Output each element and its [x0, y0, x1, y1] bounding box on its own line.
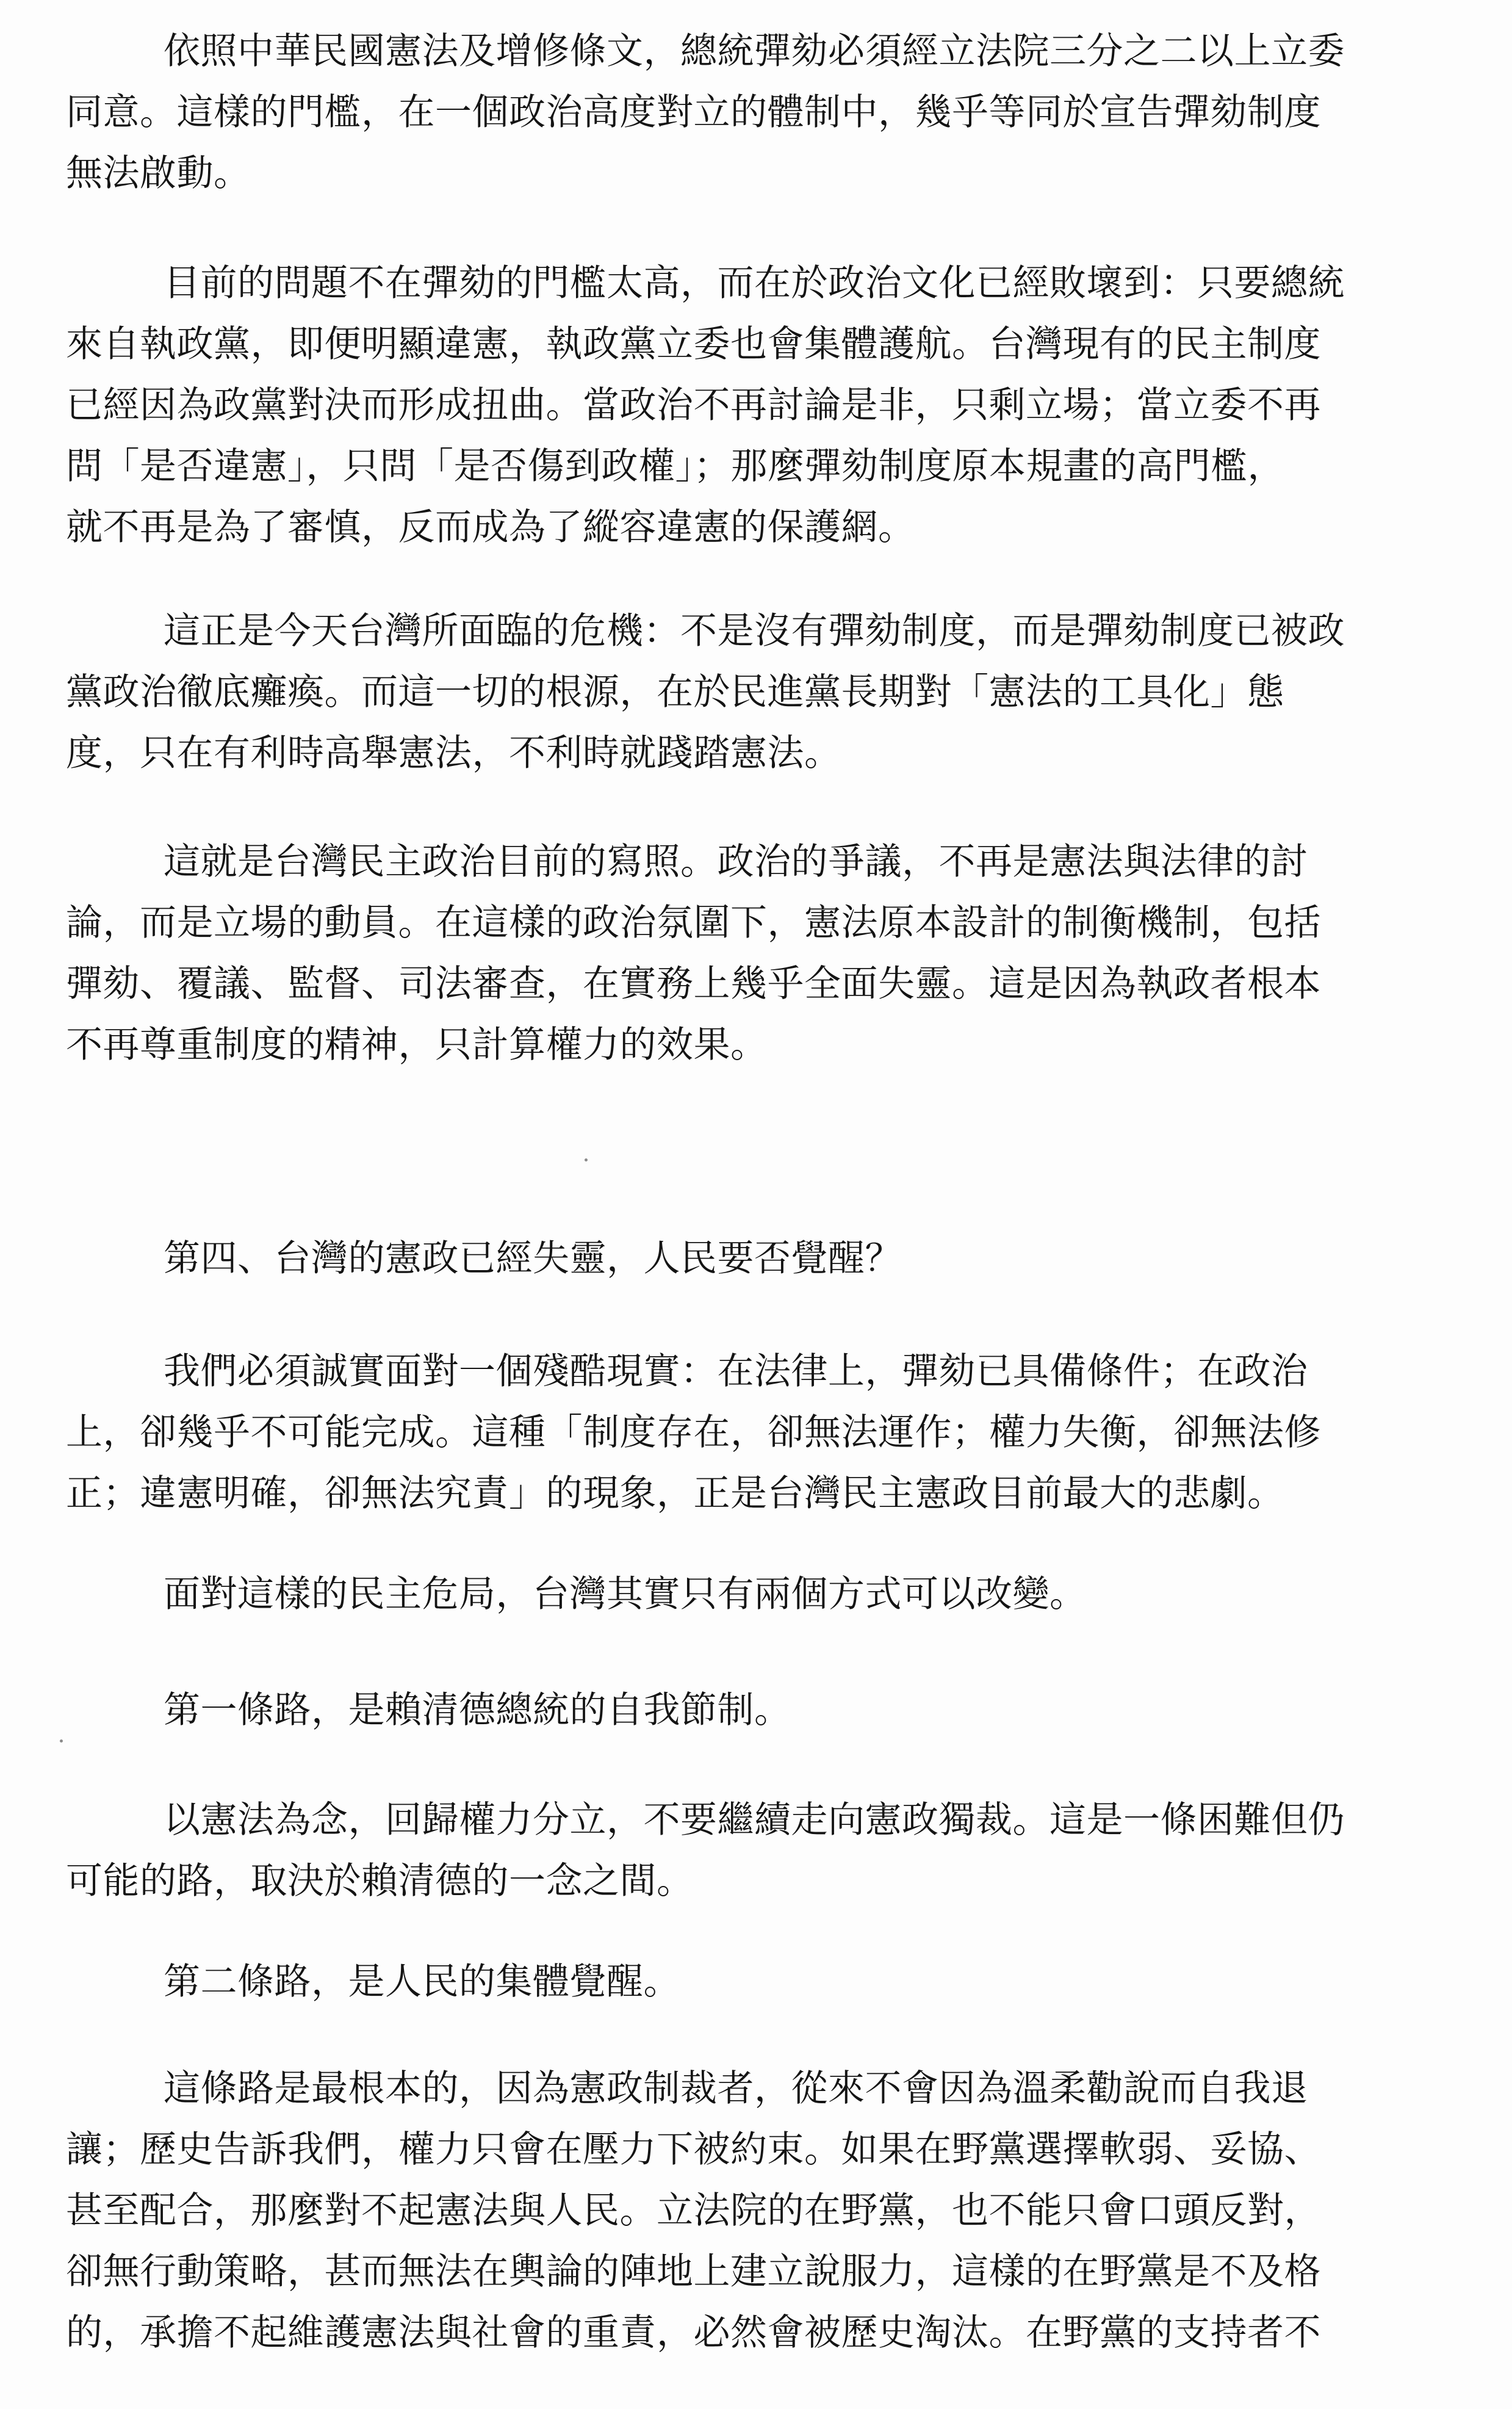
text-line: 不再尊重制度的精神，只計算權力的效果。 [66, 1024, 768, 1066]
paragraph-two-ways [66, 1564, 1451, 1625]
text-line: 面對這樣的民主危局，台灣其實只有兩個方式可以改變。 [164, 1573, 1087, 1616]
text-line: 上，卻幾乎不可能完成。這種「制度存在，卻無法運作；權力失衡，卻無法修 [66, 1411, 1321, 1454]
paragraph-second-path-detail [66, 2058, 1451, 2363]
text-line: 這就是台灣民主政治目前的寫照。政治的爭議，不再是憲法與法律的討 [164, 840, 1308, 883]
text-line: 同意。這樣的門檻，在一個政治高度對立的體制中，幾乎等同於宣告彈劾制度 [66, 91, 1321, 134]
paragraph-constitution-threshold [66, 21, 1451, 204]
text-line: 以憲法為念，回歸權力分立，不要繼續走向憲政獨裁。這是一條困難但仍 [164, 1799, 1345, 1841]
text-line: 已經因為政黨對決而形成扭曲。當政治不再討論是非，只剩立場；當立委不再 [66, 384, 1321, 427]
text-line: 彈劾、覆議、監督、司法審查，在實務上幾乎全面失靈。這是因為執政者根本 [66, 963, 1321, 1005]
text-line: 來自執政黨，即便明顯違憲，執政黨立委也會集體護航。台灣現有的民主制度 [66, 323, 1321, 366]
paragraph-cruel-reality [66, 1341, 1451, 1524]
text-line: 無法啟動。 [66, 152, 251, 195]
text-line: 論，而是立場的動員。在這樣的政治氛圍下，憲法原本設計的制衡機制，包括 [66, 901, 1321, 944]
paragraph-crisis [66, 601, 1451, 784]
paragraph-first-path-detail [66, 1790, 1451, 1912]
text-line: 我們必須誠實面對一個殘酷現實：在法律上，彈劾已具備條件；在政治 [164, 1350, 1308, 1393]
text-line: 第二條路，是人民的集體覺醒。 [164, 1960, 680, 2003]
text-line: 這正是今天台灣所面臨的危機：不是沒有彈劾制度，而是彈劾制度已被政 [164, 610, 1345, 652]
text-line: 可能的路，取決於賴清德的一念之間。 [66, 1860, 694, 1902]
text-line: 甚至配合，那麼對不起憲法與人民。立法院的在野黨，也不能只會口頭反對， [66, 2189, 1321, 2232]
paragraph-political-culture [66, 253, 1451, 558]
scan-speck [585, 1158, 588, 1161]
text-line: 正；違憲明確，卻無法究責」的現象，正是台灣民主憲政目前最大的悲劇。 [66, 1472, 1284, 1515]
scan-speck [60, 1739, 63, 1743]
text-line: 這條路是最根本的，因為憲政制裁者，從來不會因為溫柔勸說而自我退 [164, 2067, 1308, 2110]
text-line: 目前的問題不在彈劾的門檻太高，而在於政治文化已經敗壞到：只要總統 [164, 262, 1345, 305]
text-line: 依照中華民國憲法及增修條文，總統彈劾必須經立法院三分之二以上立委 [164, 30, 1345, 73]
section-heading-text: 第四、台灣的憲政已經失靈，人民要否覺醒？ [164, 1237, 902, 1280]
text-line: 卻無行動策略，甚而無法在輿論的陣地上建立說服力，這樣的在野黨是不及格 [66, 2250, 1321, 2293]
paragraph-first-path [66, 1680, 1451, 1741]
text-line: 問「是否違憲」，只問「是否傷到政權」；那麼彈劾制度原本規畫的高門檻， [66, 445, 1284, 488]
text-line: 黨政治徹底癱瘓。而這一切的根源，在於民進黨長期對「憲法的工具化」態 [66, 671, 1284, 713]
section-heading [66, 1228, 1451, 1289]
text-line: 的，承擔不起維護憲法與社會的重責，必然會被歷史淘汰。在野黨的支持者不 [66, 2311, 1321, 2354]
text-line: 就不再是為了審慎，反而成為了縱容違憲的保護網。 [66, 506, 915, 549]
text-line: 讓；歷史告訴我們，權力只會在壓力下被約束。如果在野黨選擇軟弱、妥協、 [66, 2128, 1321, 2171]
paragraph-democracy-portrait [66, 831, 1451, 1075]
paragraph-second-path [66, 1951, 1451, 2012]
text-line: 第一條路，是賴清德總統的自我節制。 [164, 1689, 791, 1732]
text-line: 度，只在有利時高舉憲法，不利時就踐踏憲法。 [66, 732, 841, 775]
